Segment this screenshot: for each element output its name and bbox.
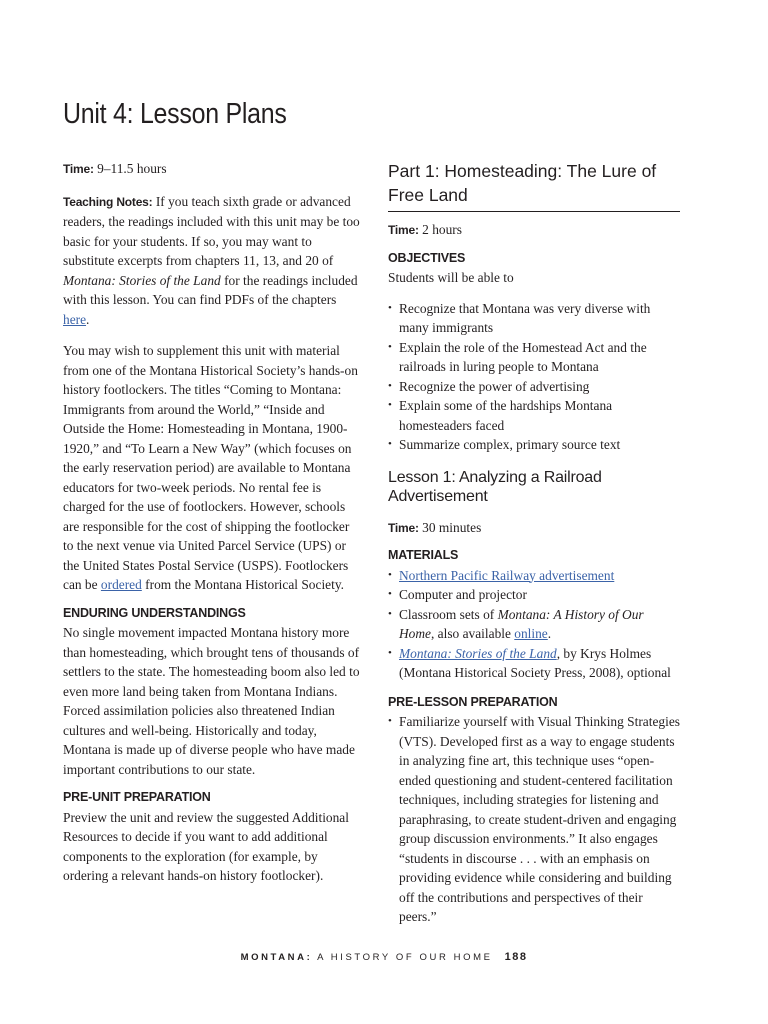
enduring-text: No single movement impacted Montana history more than homesteading, which brought tens of thousands of settlers to the state. The homesteading boom also led to even more land being taken from Montana Indians. Forced assimilation policies also threatened Indian cultures and well-being. Historically and today, Montana is made up of diverse people who have made important contributions to our state. bbox=[63, 625, 360, 777]
left-column bbox=[63, 159, 363, 886]
teaching-text-3: . bbox=[86, 311, 90, 327]
lesson-time-value: 30 minutes bbox=[418, 519, 482, 535]
list-item bbox=[388, 644, 680, 683]
right-column bbox=[388, 159, 680, 927]
railway-advertisement-link[interactable]: Northern Pacific Railway advertisement bbox=[399, 567, 615, 583]
page-footer bbox=[0, 951, 768, 963]
supplement-text-1: You may wish to supplement this unit with material from one of the Montana Historical Society’s hands-on history footlockers. The titles “Coming to Montana: Immigrants from around the World,” “Inside and Outside the Home: Homesteading in Montana, 1900-1920,” and “To Learn a New Way” (which focuses on the early reservation period) are available to Montana educators for two-week periods. No rental fee is charged for the use of footlockers. However, schools are responsible for the cost of shipping the footlocker to the next venue via United Parcel Service (UPS) or the United States Postal Service (USPS). Footlockers can be bbox=[63, 343, 358, 592]
list-item bbox=[388, 605, 680, 644]
list-item: • Recognize that Montana was very diverse with many immigrants bbox=[388, 299, 680, 338]
part-time-value: 2 hours bbox=[418, 222, 462, 237]
teaching-book-title: Montana: Stories of the Land bbox=[63, 272, 221, 288]
list-item: • Summarize complex, primary source text bbox=[388, 435, 680, 455]
part-time-label: Time: bbox=[388, 223, 419, 237]
time-value: 9–11.5 hours bbox=[93, 161, 167, 176]
mat-3-text-b: , also available bbox=[430, 626, 515, 641]
teaching-text-2: for the readings included with this lesson. You can find PDFs of the chapters bbox=[63, 272, 358, 307]
pre-lesson-list bbox=[388, 712, 680, 927]
mat-3-text-a: Classroom sets of bbox=[399, 606, 498, 622]
list-item: • Computer and projector bbox=[388, 585, 680, 605]
part-time-line bbox=[388, 220, 680, 241]
part-title: Part 1: Homesteading: The Lure of Free Land bbox=[388, 159, 680, 212]
objectives-heading: OBJECTIVES bbox=[388, 250, 466, 265]
list-item: • Explain some of the hardships Montana homesteaders faced bbox=[388, 396, 680, 435]
lesson-time-label: Time: bbox=[388, 520, 419, 535]
mat-3-book-title: Montana: A History of Our Home bbox=[399, 606, 644, 641]
lesson-time-line bbox=[388, 518, 680, 539]
objectives-list bbox=[388, 299, 680, 455]
pre-unit-heading: PRE-UNIT PREPARATION bbox=[63, 790, 211, 804]
list-item bbox=[388, 566, 680, 586]
time-label: Time: bbox=[63, 162, 94, 176]
online-link[interactable]: online bbox=[514, 626, 548, 641]
list-item: • Explain the role of the Homestead Act and the railroads in luring people to Montana bbox=[388, 338, 680, 377]
teaching-notes-label: Teaching Notes: bbox=[63, 194, 153, 209]
footer-subtitle: A HISTORY OF OUR HOME bbox=[312, 952, 493, 963]
ordered-link[interactable]: ordered bbox=[100, 577, 142, 592]
mat-4-text: , by Krys Holmes (Montana Historical Society Press, 2008), optional bbox=[399, 645, 671, 680]
time-line bbox=[63, 159, 363, 180]
enduring-understandings-heading: ENDURING UNDERSTANDINGS bbox=[63, 605, 246, 620]
stories-of-the-land-link[interactable]: Montana: Stories of the Land bbox=[399, 645, 557, 661]
materials-list bbox=[388, 566, 680, 683]
supplement-paragraph bbox=[63, 341, 363, 595]
lesson-title: Lesson 1: Analyzing a Railroad Advertisement bbox=[388, 468, 602, 505]
supplement-text-2: from the Montana Historical Society. bbox=[141, 577, 345, 592]
mat-3-text-c: . bbox=[547, 626, 552, 641]
list-item: • Familiarize yourself with Visual Thinking Strategies (VTS). Developed first as a way to engage students in analyzing fine art, this technique uses “open-ended questioning and student-centered facilitation techniques, including strategies for listening and paraphrasing, to create student-driven and engaging group discussion environments.” It also engages “students in discourse . . . with an emphasis on providing evidence while considering and building off the contributions and perspectives of their peers.” bbox=[388, 712, 680, 927]
footer-brand: MONTANA: bbox=[240, 952, 313, 963]
teaching-text-1: If you teach sixth grade or advanced readers, the readings included with this unit may be too basic for your students. If so, you may want to substitute excerpts from chapters 11, 13, and 20 of bbox=[63, 193, 360, 268]
materials-heading: MATERIALS bbox=[388, 548, 459, 562]
list-item: • Recognize the power of advertising bbox=[388, 377, 680, 397]
objectives-intro: Students will be able to bbox=[388, 270, 514, 285]
chapters-here-link[interactable]: here bbox=[63, 311, 87, 327]
page-title: Unit 4: Lesson Plans bbox=[63, 98, 287, 130]
pre-unit-text: Preview the unit and review the suggested Additional Resources to decide if you want to add additional components to the exploration (for example, by ordering a relevant hands-on history footlocker). bbox=[63, 809, 349, 883]
pre-lesson-heading: PRE-LESSON PREPARATION bbox=[388, 694, 558, 709]
page-number: 188 bbox=[504, 951, 528, 963]
teaching-notes bbox=[63, 192, 363, 330]
